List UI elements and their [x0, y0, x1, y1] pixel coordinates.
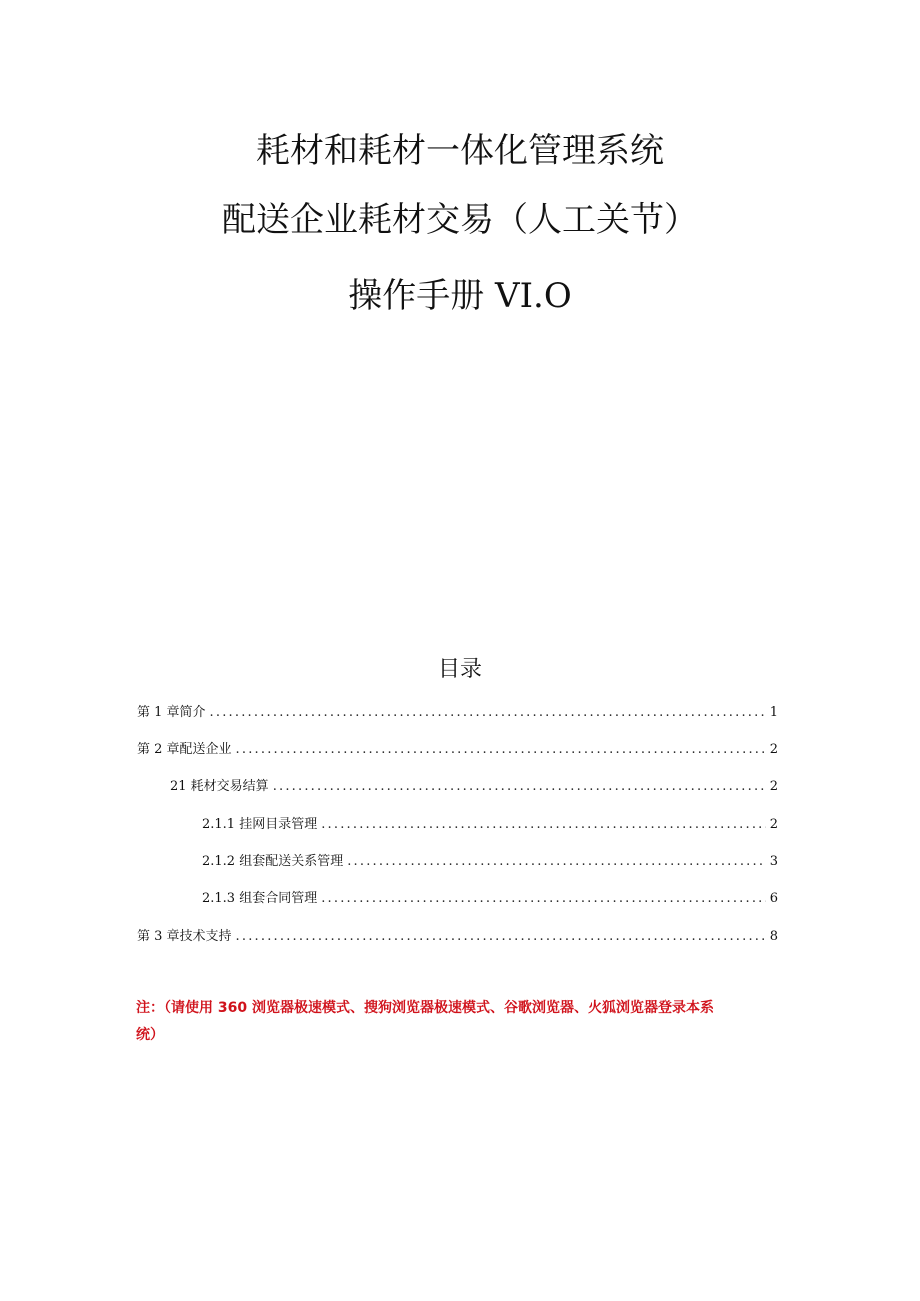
toc-entry-chapter-1[interactable]	[137, 703, 778, 723]
toc-dot-leader	[236, 927, 766, 947]
toc-entry-chapter-3[interactable]	[137, 927, 778, 947]
document-title-module: 配送企业耗材交易（人工关节）	[222, 200, 698, 240]
toc-page-number: 2	[769, 742, 778, 757]
toc-page-number: 2	[769, 817, 778, 832]
toc-entry-label: 2.1.1 挂网目录管理	[202, 817, 318, 832]
toc-entry-label: 第 1 章简介	[137, 705, 206, 720]
document-title-system: 耗材和耗材一体化管理系统	[256, 131, 664, 171]
toc-dot-leader	[236, 740, 766, 760]
toc-page-number: 6	[769, 891, 778, 906]
toc-dot-leader	[321, 889, 766, 909]
toc-page-number: 1	[769, 705, 778, 720]
toc-entry-label: 2.1.2 组套配送关系管理	[202, 854, 344, 869]
note-line-1: 注：（请使用 360 浏览器极速模式、搜狗浏览器极速模式、谷歌浏览器、火狐浏览器登录本系	[136, 1000, 714, 1016]
toc-dot-leader	[321, 815, 766, 835]
document-title-manual-version: 操作手册 VI.O	[348, 276, 572, 316]
browser-compatibility-note	[136, 996, 786, 1047]
toc-entry-label: 21 耗材交易结算	[170, 779, 269, 794]
toc-heading: 目录	[437, 657, 482, 682]
note-line-2: 统）	[136, 1027, 164, 1043]
toc-dot-leader	[347, 852, 766, 872]
toc-entry-label: 第 3 章技术支持	[137, 929, 232, 944]
toc-dot-leader	[210, 703, 766, 723]
toc-entry-section-2-1[interactable]	[170, 777, 778, 797]
toc-entry-section-2-1-1[interactable]	[202, 815, 778, 835]
toc-dot-leader	[273, 777, 766, 797]
toc-entry-section-2-1-2[interactable]	[202, 852, 778, 872]
toc-entry-section-2-1-3[interactable]	[202, 889, 778, 909]
toc-page-number: 2	[769, 779, 778, 794]
toc-page-number: 8	[769, 929, 778, 944]
toc-entry-label: 2.1.3 组套合同管理	[202, 891, 318, 906]
toc-entry-label: 第 2 章配送企业	[137, 742, 232, 757]
toc-page-number: 3	[769, 854, 778, 869]
toc-entry-chapter-2[interactable]	[137, 740, 778, 760]
